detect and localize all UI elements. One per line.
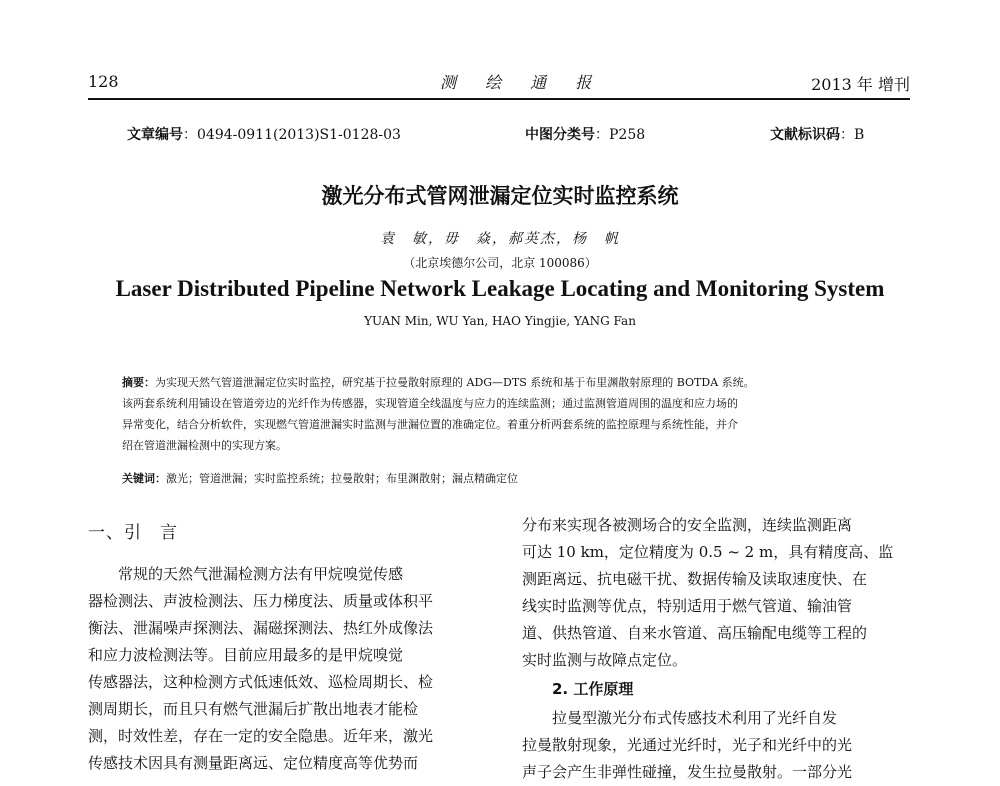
- article-number-value: ：0494-0911(2013)S1-0128-03: [183, 127, 401, 143]
- keywords: [122, 469, 882, 489]
- left-column: [88, 520, 481, 777]
- title-english: Laser Distributed Pipeline Network Leakage Locating and Monitoring System: [115, 276, 885, 301]
- text-line: 传感器法，这种检测方式低速低效、巡检周期长、检: [88, 673, 434, 691]
- text-line: 实时监测与故障点定位。: [522, 651, 688, 669]
- abstract: [122, 372, 882, 456]
- text-line: 声子会产生非弹性碰撞，发生拉曼散射。一部分光: [522, 763, 853, 781]
- introduction-paragraph: [88, 561, 481, 777]
- title-chinese: 激光分布式管网泄漏定位实时监控系统: [321, 184, 679, 208]
- text-line: 衡法、泄漏噪声探测法、漏磁探测法、热红外成像法: [88, 619, 434, 637]
- year-issue: 2013 年 增刊: [811, 75, 910, 94]
- header-rule: [88, 98, 910, 100]
- section-heading-introduction: 一、引 言: [88, 523, 178, 543]
- continued-paragraph: [522, 512, 915, 674]
- abstract-line: [122, 372, 882, 393]
- text-line: 测周期长，而且只有燃气泄漏后扩散出地表才能检: [88, 700, 419, 718]
- clc-number-value: ：P258: [595, 127, 646, 143]
- document-code-value: ：B: [840, 127, 865, 143]
- affiliation-chinese: （北京埃德尔公司，北京 100086）: [403, 256, 597, 270]
- keywords-text: 激光；管道泄漏；实时监控系统；拉曼散射；布里渊散射；漏点精确定位: [166, 472, 518, 485]
- authors-english: YUAN Min, WU Yan, HAO Yingjie, YANG Fan: [364, 314, 636, 328]
- article-number: [127, 124, 401, 144]
- text-line: 分布来实现各被测场合的安全监测，连续监测距离: [522, 516, 853, 534]
- text-line: 拉曼散射现象，光通过光纤时，光子和光纤中的光: [522, 736, 853, 754]
- document-code-label: 文献标识码: [770, 127, 840, 143]
- keywords-label: 关键词：: [122, 472, 166, 485]
- right-column: [522, 512, 915, 786]
- text-line: 测，时效性差，存在一定的安全隐患。近年来，激光: [88, 727, 434, 745]
- text-line: 测距离远、抗电磁干扰、数据传输及读取速度快、在: [522, 570, 868, 588]
- text-line: 拉曼型激光分布式传感技术利用了光纤自发: [552, 709, 838, 727]
- authors-chinese: 袁 敏，毋 焱，郝英杰，杨 帆: [380, 231, 620, 247]
- subheading-working-principle: 2. 工作原理: [552, 680, 634, 698]
- text-line: 和应力波检测法等。目前应用最多的是甲烷嗅觉: [88, 646, 404, 664]
- document-code: [770, 124, 864, 144]
- text-line: 传感技术因具有测量距离远、定位精度高等优势而: [88, 754, 419, 772]
- text-line: 器检测法、声波检测法、压力梯度法、质量或体积平: [88, 592, 434, 610]
- clc-number: [525, 124, 645, 144]
- abstract-label: 摘要：: [122, 376, 155, 389]
- article-number-label: 文章编号: [127, 127, 183, 143]
- text-line: 常规的天然气泄漏检测方法有甲烷嗅觉传感: [118, 565, 404, 583]
- abstract-line: 异常变化，结合分析软件，实现燃气管道泄漏实时监测与泄漏位置的准确定位。着重分析两套系统的监控原理与系统性能，并介: [122, 418, 738, 431]
- clc-number-label: 中图分类号: [525, 127, 595, 143]
- abstract-line: 绍在管道泄漏检测中的实现方案。: [122, 439, 287, 452]
- working-principle-paragraph: [522, 705, 915, 786]
- abstract-text: 为实现天然气管道泄漏定位实时监控，研究基于拉曼散射原理的 ADG—DTS 系统和基于布里渊散射原理的 BOTDA 系统。: [155, 376, 755, 389]
- page-number: 128: [88, 72, 119, 91]
- abstract-line: 该两套系统利用铺设在管道旁边的光纤作为传感器，实现管道全线温度与应力的连续监测；通过监测管道周围的温度和应力场的: [122, 397, 738, 410]
- journal-name: 测 绘 通 报: [440, 73, 604, 92]
- text-line: 道、供热管道、自来水管道、高压输配电缆等工程的: [522, 624, 868, 642]
- text-line: 可达 10 km，定位精度为 0.5 ~ 2 m，具有精度高、监: [522, 543, 894, 561]
- text-line: 线实时监测等优点，特别适用于燃气管道、输油管: [522, 597, 853, 615]
